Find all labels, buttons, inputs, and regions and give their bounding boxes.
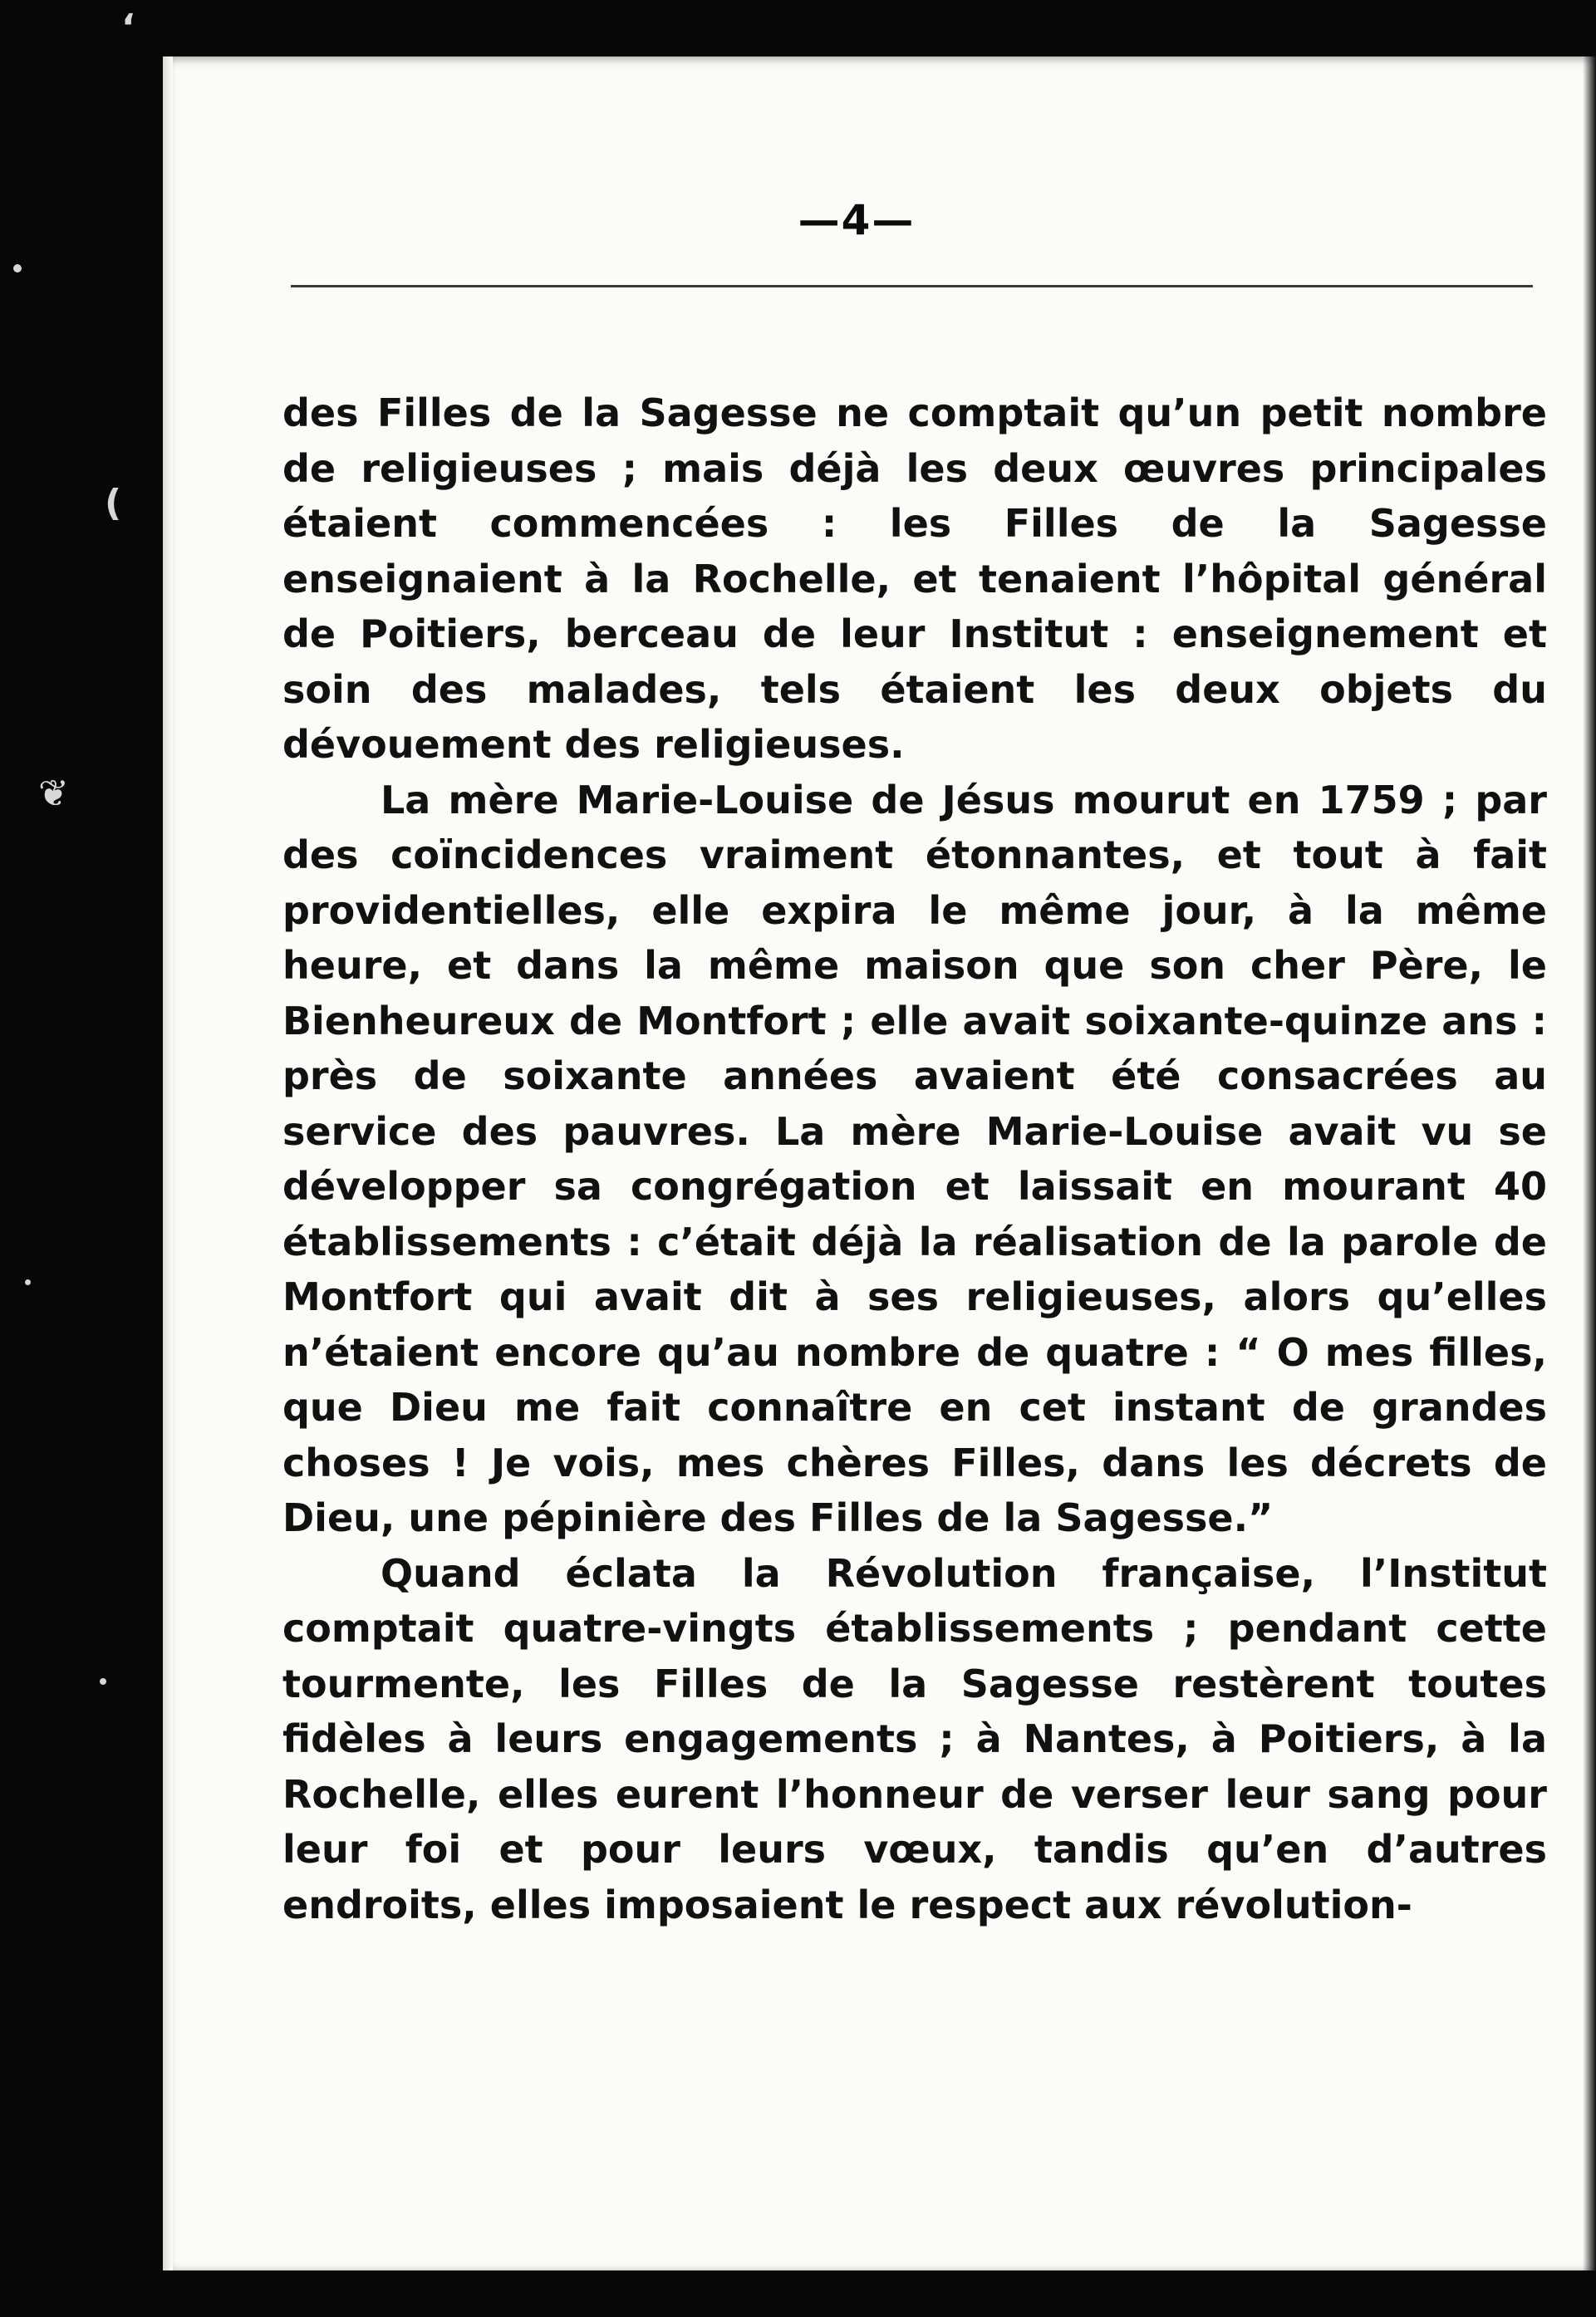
scan-artifact: ❦ bbox=[38, 773, 69, 815]
page-edge-shadow bbox=[1583, 56, 1596, 2270]
document-page bbox=[163, 56, 1596, 2270]
header-rule bbox=[291, 285, 1533, 287]
paragraph-1: des Filles de la Sagesse ne comptait qu’un petit nombre de religieuses ; mais déjà les deux œuvres principales étaient commencées : les Filles de la Sagesse enseignaient à la Rochelle, et tenaient l’hôpital général de Poitiers, berceau de leur Institut : enseignement et soin des malades, tels étaient les deux objets du dévouement des religieuses. bbox=[282, 390, 1547, 767]
scan-artifact: ( bbox=[105, 482, 122, 524]
scan-speck bbox=[25, 1279, 31, 1285]
page-gutter bbox=[163, 56, 173, 2270]
page-number: —4— bbox=[798, 196, 916, 244]
paragraph-3: Quand éclata la Révolution française, l’Institut comptait quatre-vingts établissements ; pendant cette tourmente, les Filles de la Sagesse restèrent toutes fidèles à leurs engagements ; à Nantes, à Poitiers, à la Rochelle, elles eurent l’honneur de verser leur sang pour leur foi et pour leurs vœux, tandis qu’en d’autres endroits, elles imposaient le respect aux révolution- bbox=[282, 1550, 1547, 1927]
paragraph-2: La mère Marie-Louise de Jésus mourut en 1759 ; par des coïncidences vraiment étonnantes, et tout à fait providentielles, elle expira le même jour, à la même heure, et dans la même maison que son cher Père, le Bienheureux de Montfort ; elle avait soixante-quinze ans : près de soixante années avaient été consacrées au service des pauvres. La mère Marie-Louise avait vu se développer sa congrégation et laissait en mourant 40 établissements : c’était déjà la réalisation de la parole de Montfort qui avait dit à ses religieuses, alors qu’elles n’étaient encore qu’au nombre de quatre : “ O mes filles, que Dieu me fait connaître en cet instant de grandes choses ! Je vois, mes chères Filles, dans les décrets de Dieu, une pépinière des Filles de la Sagesse.” bbox=[282, 777, 1547, 1540]
scan-artifact: ‘ bbox=[121, 7, 135, 49]
scan-speck bbox=[100, 1678, 106, 1685]
body-text bbox=[282, 385, 1547, 1932]
scan-speck bbox=[13, 264, 22, 272]
